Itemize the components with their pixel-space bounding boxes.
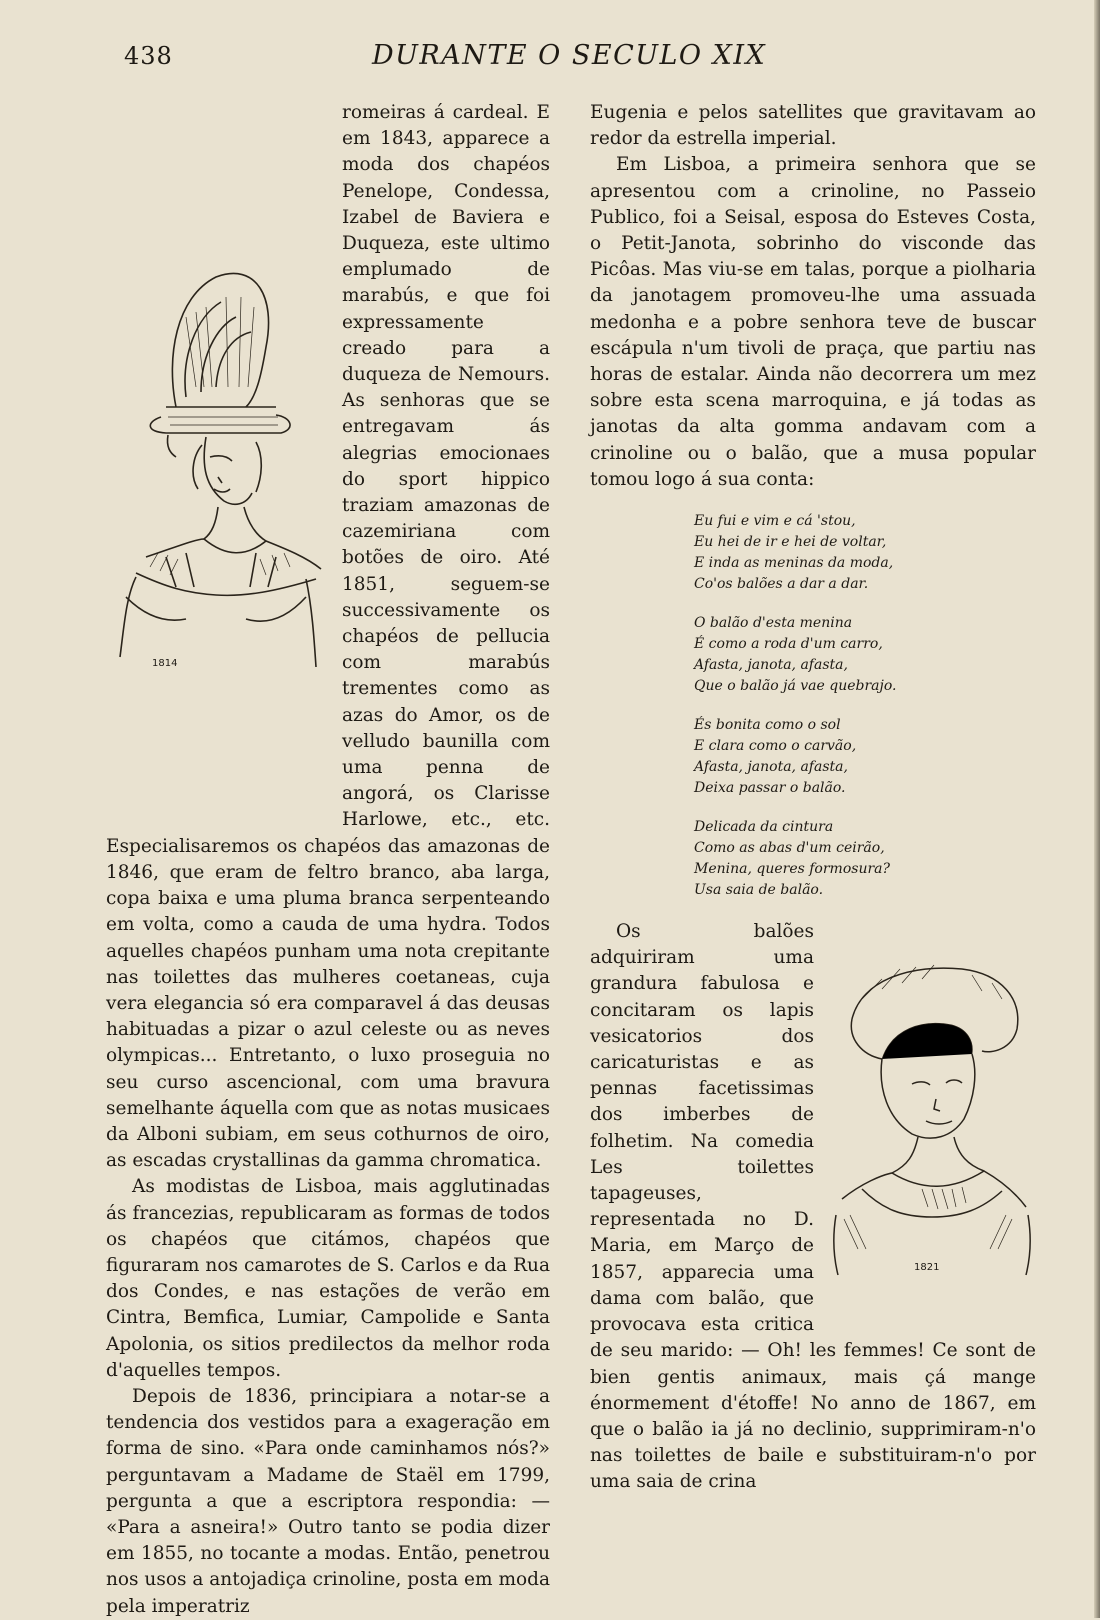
illustration-woman-hat-1814 bbox=[106, 257, 336, 827]
verse-line: E clara como o carvão, bbox=[694, 738, 857, 755]
right-paragraph-1: Eugenia e pelos satellites que gravitavam ao redor da estrella imperial. bbox=[590, 102, 1036, 150]
engraving-icon bbox=[106, 257, 336, 677]
left-paragraph-2: As modistas de Lisboa, mais agglutinadas ás francezias, republicaram as formas de todos os chapéos que citámos, chapéos que figuraram nos camarotes de S. Carlos e da Rua dos Condes, e nas estações de verão em Cintra, Bemfica, Lumiar, Campolide e Santa Apolonia, os sitios predilectos da melhor roda d'aquelles tempos. bbox=[106, 1176, 550, 1381]
illustration-caption: 1814 bbox=[152, 658, 178, 669]
illustration-woman-bonnet-1821 bbox=[822, 959, 1036, 1329]
engraving-icon bbox=[822, 959, 1036, 1279]
verse-line: Delicada da cintura bbox=[694, 819, 834, 836]
page-number: 438 bbox=[124, 42, 173, 70]
illustration-caption: 1821 bbox=[914, 1262, 940, 1274]
verse-line: Co'os balões a dar a dar. bbox=[694, 576, 869, 593]
left-paragraph-1 bbox=[106, 100, 550, 1174]
verse-line: Deixa passar o balão. bbox=[694, 780, 846, 797]
left-paragraph-3: Depois de 1836, principiara a notar-se a tendencia dos vestidos para a exageração em forma de sino. «Para onde caminhamos nós?» perguntavam a Madame de Staël em 1799, pergunta a que a escriptora respondia: — «Para a asneira!» Outro tanto se podia dizer em 1855, no tocante a modas. Então, penetrou nos usos a antojadiça crinoline, posta em moda pela imperatriz bbox=[106, 1385, 550, 1617]
verse-line: Que o balão já vae quebrajo. bbox=[694, 678, 897, 695]
verse-line: Como as abas d'um ceirão, bbox=[694, 840, 885, 857]
right-p3-text: Os balões adquiriram uma grandura fabulosa e concitaram os lapis vesicatorios dos caricaturistas e as pennas facetissimas dos imberbes de folhetim. Na comedia Les toilettes tapageuses, representada no D. Maria, em Março de 1857, apparecia uma dama com balão, que provocava esta critica de seu marido: — Oh! les femmes! Ce sont de bien gentis animaux, mais çá mange énormement d'étoffe! No anno de 1867, em que o balão ia já no declinio, supprimiram-n'o nas toilettes de baile e substituiram-n'o por uma saia de crina bbox=[590, 921, 1036, 1493]
verse-stanza bbox=[694, 817, 1036, 901]
left-p1-text: romeiras á cardeal. E em 1843, apparece a moda dos chapéos Penelope, Condessa, Izabel de Baviera e Duqueza, este ultimo emplumado de marabús, e que foi expressamente creado para a duqueza de Nemours. As senhoras que se entregavam ás alegrias emocionaes do sport hippico traziam amazonas de cazemiriana com botões de oiro. Até 1851, seguem-se successivamente os chapéos de pellucia com marabús trementes como as azas do Amor, os de velludo baunilla com uma penna de angorá, os Clarisse Harlowe, etc., etc. Especialisaremos os chapéos das amazonas de 1846, que eram de feltro branco, aba larga, copa baixa e uma pluma branca serpenteando em volta, como a cauda de uma hydra. Todos aquelles chapéos punham uma nota crepitante nas toilettes das mulheres coetaneas, cuja vera elegancia só era comparavel á das deusas habituadas a pizar o azul celeste ou as neves olympicas... Entretanto, o luxo proseguia no seu curso ascencional, com uma bravura semelhante áquella com que as notas musicaes da Alboni subiam, em seus cothurnos de oiro, as escadas crystallinas da gamma chromatica. bbox=[106, 102, 550, 1172]
running-title: DURANTE O SECULO XIX bbox=[372, 40, 767, 71]
verse-line: O balão d'esta menina bbox=[694, 615, 853, 632]
page-header bbox=[0, 38, 1100, 78]
verse-line: E inda as meninas da moda, bbox=[694, 555, 894, 572]
verse-line: Afasta, janota, afasta, bbox=[694, 657, 848, 674]
page-edge bbox=[1094, 0, 1100, 1618]
verse-line: Afasta, janota, afasta, bbox=[694, 759, 848, 776]
verse-line: Menina, queres formosura? bbox=[694, 861, 891, 878]
verse-stanza bbox=[694, 715, 1036, 799]
verse-block bbox=[694, 511, 1036, 901]
right-column bbox=[590, 100, 1036, 1496]
verse-stanza bbox=[694, 511, 1036, 595]
verse-line: É como a roda d'um carro, bbox=[694, 636, 883, 653]
verse-stanza bbox=[694, 613, 1036, 697]
right-paragraph-3 bbox=[590, 919, 1036, 1495]
verse-line: Usa saia de balão. bbox=[694, 882, 824, 899]
verse-line: És bonita como o sol bbox=[694, 717, 841, 734]
verse-line: Eu hei de ir e hei de voltar, bbox=[694, 534, 887, 551]
right-paragraph-2: Em Lisboa, a primeira senhora que se apresentou com a crinoline, no Passeio Publico, foi a Seisal, esposa do Esteves Costa, o Petit-Janota, sobrinho do visconde das Picôas. Mas viu-se em talas, porque a piolharia da janotagem promoveu-lhe uma assuada medonha e a pobre senhora teve de buscar escápula n'um tivoli de praça, que partiu nas horas de estalar. Ainda não decorrera um mez sobre esta scena marroquina, e já todas as janotas da alta gomma andavam com a crinoline ou o balão, que a musa popular tomou logo á sua conta: bbox=[590, 154, 1036, 490]
verse-line: Eu fui e vim e cá 'stou, bbox=[694, 513, 856, 530]
left-column bbox=[106, 100, 550, 1620]
